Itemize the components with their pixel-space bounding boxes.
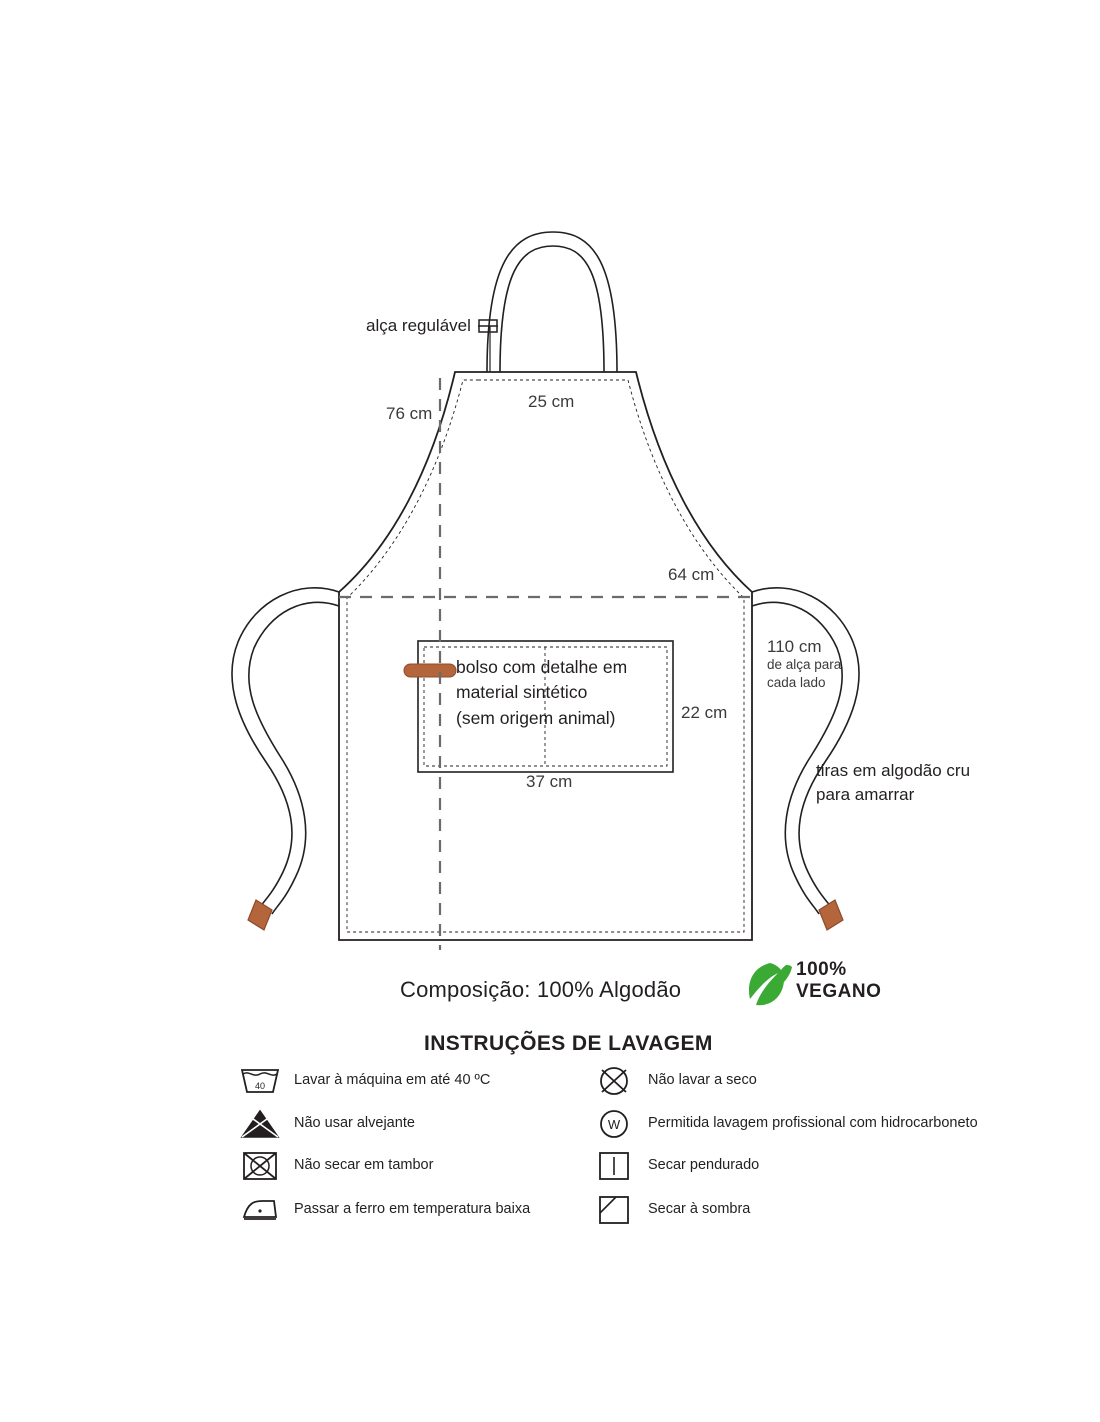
pocket-leather-tab (404, 664, 456, 677)
ties-note-line2: para amarrar (816, 785, 915, 804)
dry-in-shade-icon (592, 1192, 638, 1226)
pocket-note-line1: bolso com detalhe em (456, 657, 628, 677)
no-bleach-icon (238, 1106, 284, 1140)
body-width-dimension-label: 64 cm (668, 565, 715, 584)
wash-temp-text: 40 (254, 1081, 266, 1091)
waist-tie-right-tip (819, 900, 843, 930)
hydrocarbon-letter: W (607, 1117, 621, 1132)
care-item-wash-40 (238, 1063, 490, 1097)
care-item-dry-in-shade (592, 1192, 750, 1226)
no-dry-clean-icon (592, 1063, 638, 1097)
care-label-no-tumble-dry: Não secar em tambor (294, 1157, 434, 1173)
care-label-professional-hydrocarbon: Permitida lavagem profissional com hidrocarboneto (648, 1115, 978, 1131)
vegan-word: VEGANO (796, 981, 882, 1002)
wash-40-icon (238, 1063, 284, 1097)
care-item-professional-hydrocarbon (592, 1106, 978, 1140)
care-item-no-tumble-dry (238, 1148, 433, 1182)
care-item-line-dry (592, 1148, 759, 1182)
pocket-height-dimension-label: 22 cm (681, 703, 728, 722)
iron-low-icon (238, 1192, 284, 1226)
care-label-wash-40: Lavar à máquina em até 40 ºC (294, 1072, 491, 1088)
pocket-note (456, 655, 627, 731)
care-item-iron-low (238, 1192, 530, 1226)
care-label-iron-low: Passar a ferro em temperatura baixa (294, 1201, 531, 1217)
care-item-no-dry-clean (592, 1063, 757, 1097)
care-label-no-bleach: Não usar alvejante (294, 1115, 415, 1131)
neck-strap-group (487, 232, 617, 372)
care-item-no-bleach (238, 1106, 415, 1140)
strap-adjustable-label: alça regulável (366, 316, 471, 335)
bib-width-dimension-label: 25 cm (528, 392, 575, 411)
pocket-note-line2: material sintético (456, 682, 588, 703)
tie-length-note-line2: cada lado (767, 675, 826, 690)
care-label-dry-in-shade: Secar à sombra (648, 1201, 751, 1217)
tie-length-dimension-label: 110 cm (767, 637, 822, 656)
waist-tie-left (232, 588, 339, 914)
composition-label: Composição: 100% Algodão (400, 977, 682, 1002)
height-dimension-label: 76 cm (386, 404, 433, 423)
care-label-no-dry-clean: Não lavar a seco (648, 1072, 757, 1088)
tie-length-note-line1: de alça para (767, 657, 842, 672)
vegan-percent: 100% (796, 959, 847, 980)
care-label-line-dry: Secar pendurado (648, 1157, 760, 1173)
no-tumble-dry-icon (238, 1148, 284, 1182)
pocket-note-line3: (sem origem animal) (456, 707, 616, 728)
leaf-icon (740, 957, 798, 1013)
ties-note-line1: tiras em algodão cru (816, 761, 971, 780)
line-dry-icon (592, 1148, 638, 1182)
care-instructions-title: INSTRUÇÕES DE LAVAGEM (424, 1032, 713, 1055)
pocket-width-dimension-label: 37 cm (526, 772, 573, 791)
waist-tie-left-tip (248, 900, 272, 930)
vegan-badge (740, 955, 882, 1015)
professional-hydrocarbon-icon (592, 1106, 638, 1140)
